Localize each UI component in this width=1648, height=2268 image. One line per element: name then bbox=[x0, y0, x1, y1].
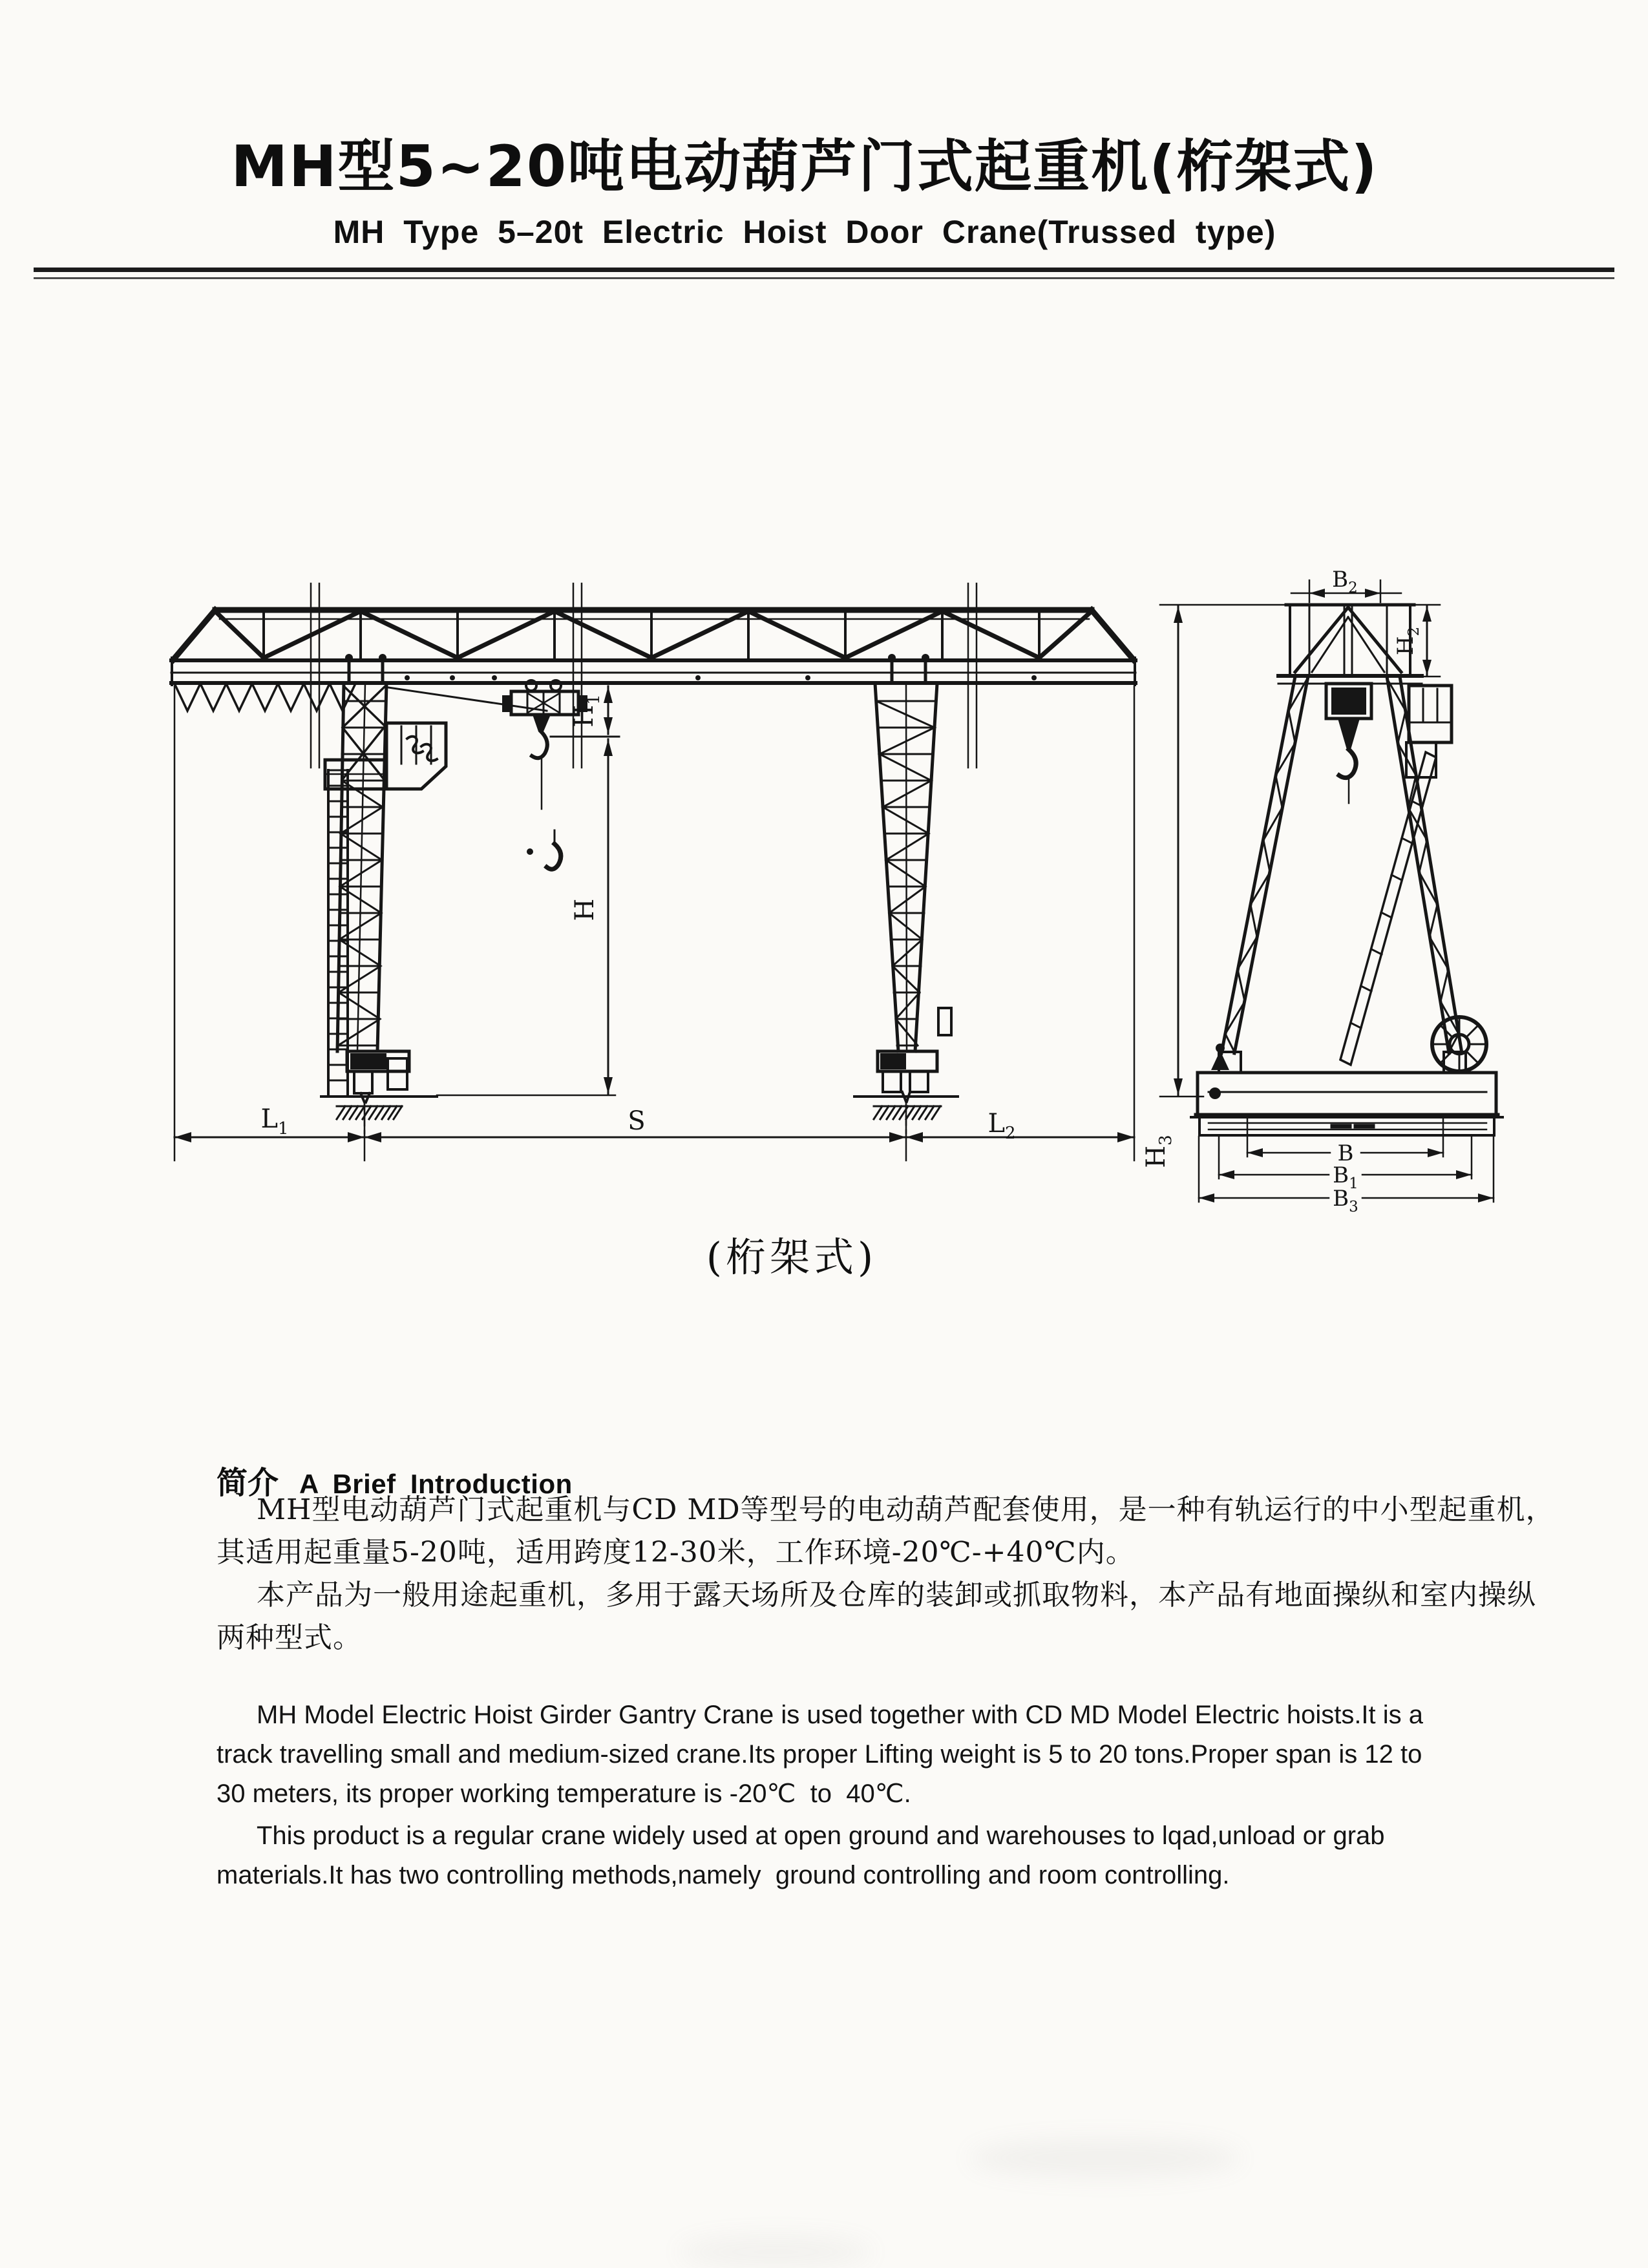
right-leg bbox=[875, 684, 951, 1051]
dim-label-b3: $B_3$ bbox=[1333, 1186, 1358, 1215]
paragraph-line: This product is a regular crane widely used at open ground and warehouses to lqad,unload or grab bbox=[257, 1822, 1385, 1850]
intro-heading-zh: 简介 bbox=[217, 1465, 279, 1501]
dim-label-l1: $L_1$ bbox=[260, 1104, 289, 1139]
dim-label-h1: $H_1$ bbox=[569, 694, 604, 728]
dim-label-h2: $H_2$ bbox=[1393, 626, 1422, 656]
rivet-dots bbox=[405, 675, 1037, 680]
front-view-drawing bbox=[171, 583, 1136, 1160]
left-leg bbox=[328, 684, 386, 1095]
scan-artifact bbox=[679, 2236, 872, 2268]
dim-h1-h bbox=[551, 686, 619, 1094]
dim-label-l2: $L_2$ bbox=[988, 1109, 1016, 1143]
header-rule-thin bbox=[34, 277, 1614, 279]
paragraph-line: MH型电动葫芦门式起重机与CD MD等型号的电动葫芦配套使用，是一种有轨运行的中小型起重机， bbox=[257, 1493, 1555, 1526]
dim-h3 bbox=[1141, 605, 1300, 1168]
a-frame-legs bbox=[1221, 677, 1462, 1053]
crane-technical-drawing bbox=[162, 543, 1590, 1228]
dim-label-b2: $B_2$ bbox=[1332, 567, 1358, 596]
dim-label-s: S bbox=[628, 1106, 646, 1136]
paragraph-line: 本产品为一般用途起重机，多用于露天场所及仓库的装卸或抓取物料，本产品有地面操纵和室内操纵 bbox=[257, 1579, 1536, 1612]
paragraph-line: track travelling small and medium-sized crane.Its proper Lifting weight is 5 to 20 tons.Proper span is 12 to bbox=[217, 1740, 1422, 1769]
paragraph-line: materials.It has two controlling methods,namely ground controlling and room controlling. bbox=[217, 1861, 1230, 1889]
figure-caption: (桁架式) bbox=[706, 1234, 878, 1281]
paragraph-line: 两种型式。 bbox=[217, 1621, 362, 1654]
dim-label-b1: $B_1$ bbox=[1333, 1162, 1358, 1192]
intro-chinese-text bbox=[217, 1489, 1555, 1659]
control-cab bbox=[386, 723, 446, 789]
paragraph-line: MH Model Electric Hoist Girder Gantry Crane is used together with CD MD Model Electric hoists.It is a bbox=[257, 1701, 1424, 1729]
page-subtitle: MH Type 5–20t Electric Hoist Door Crane(Trussed type) bbox=[333, 214, 1276, 250]
intro-heading-en: A Brief Introduction bbox=[299, 1469, 573, 1499]
paragraph-line: 30 meters, its proper working temperature is -20℃ to 40℃. bbox=[217, 1780, 911, 1808]
dim-b2 bbox=[1291, 567, 1401, 602]
dim-label-b: B bbox=[1337, 1140, 1354, 1166]
dim-base-widths bbox=[1199, 1116, 1494, 1215]
scan-artifact bbox=[969, 2139, 1241, 2178]
side-view-drawing bbox=[1141, 567, 1503, 1215]
side-hoist bbox=[1326, 684, 1371, 803]
header-rule-thick bbox=[34, 268, 1614, 272]
dim-label-h: H bbox=[570, 898, 600, 921]
intro-english-text bbox=[217, 1696, 1499, 1895]
diagonal-brace bbox=[1340, 752, 1436, 1065]
paragraph-line: 其适用起重量5-20吨，适用跨度12-30米，工作环境-20℃-+40℃内。 bbox=[217, 1536, 1135, 1569]
festoon-zigzag bbox=[174, 684, 355, 711]
electric-hoist bbox=[502, 680, 587, 809]
hook-symbol bbox=[527, 830, 561, 869]
page-title: MH型5~20吨电动葫芦门式起重机(桁架式) bbox=[231, 133, 1379, 200]
dim-label-h3: $H_3$ bbox=[1141, 1135, 1176, 1168]
